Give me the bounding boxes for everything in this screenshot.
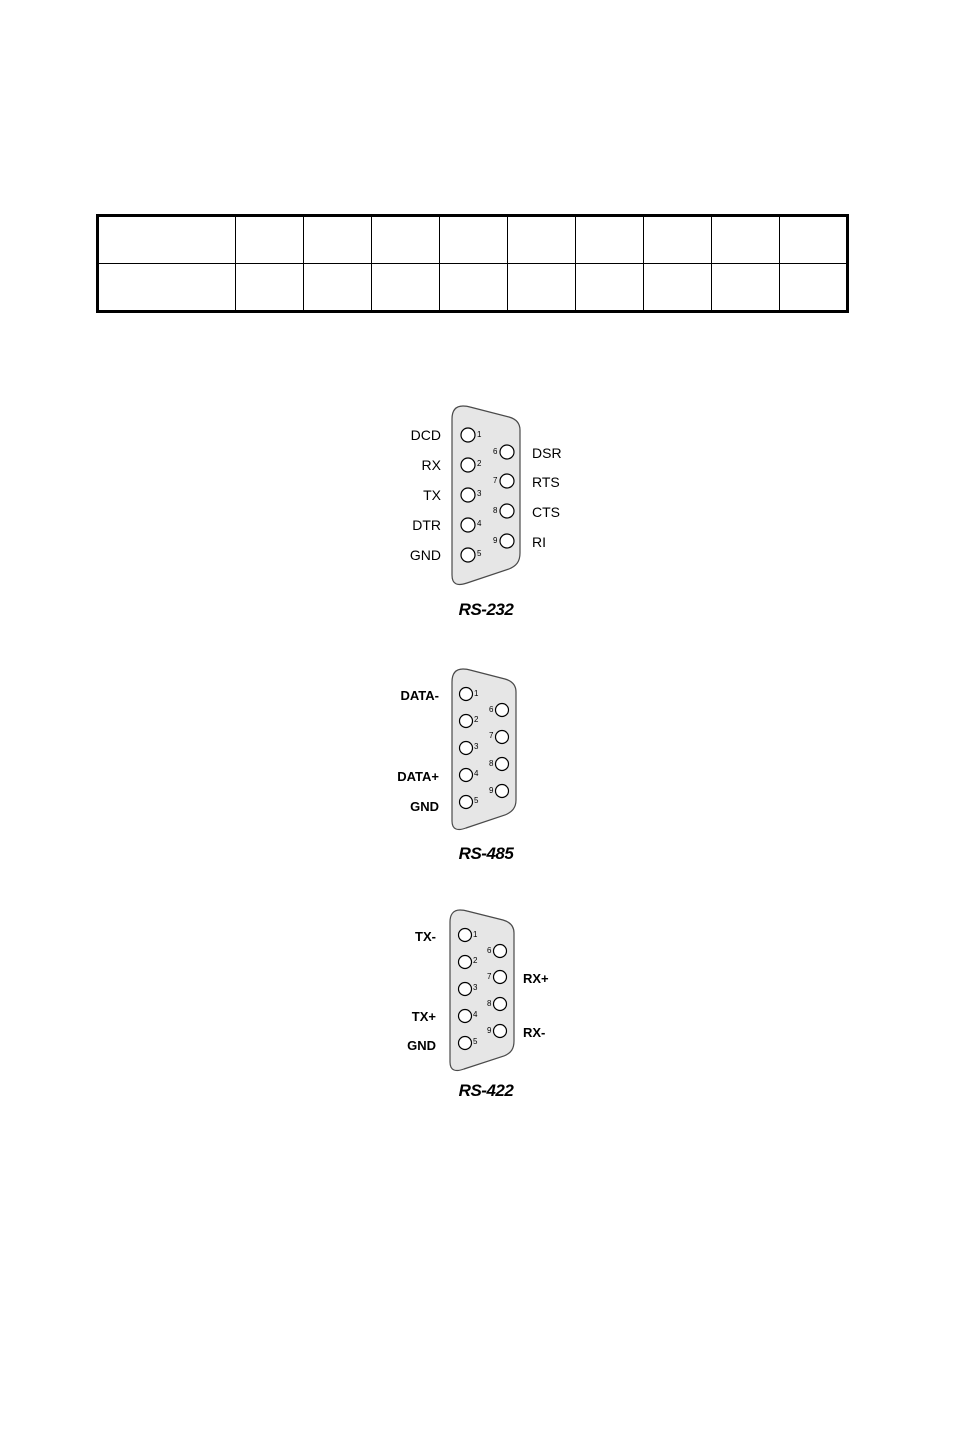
rs232-signal-label: DSR (532, 445, 562, 461)
rs232-connector (410, 406, 562, 619)
rs422-pin-number: 6 (487, 946, 492, 955)
rs232-pin-8 (500, 504, 514, 518)
rs232-pin-9 (500, 534, 514, 548)
rs422-pin-number: 9 (487, 1026, 492, 1035)
rs232-pin-1 (461, 428, 475, 442)
rs485-pin-9 (496, 785, 509, 798)
rs422-pin-number: 1 (473, 930, 478, 939)
rs232-signal-label: RI (532, 534, 546, 550)
rs485-pin-3 (460, 742, 473, 755)
rs422-signal-label: RX+ (523, 971, 549, 986)
rs485-signal-label: GND (410, 799, 439, 814)
rs422-pin-6 (494, 945, 507, 958)
rs422-signal-label: TX+ (411, 1009, 436, 1024)
rs422-pin-number: 3 (473, 983, 478, 992)
rs422-pin-5 (459, 1037, 472, 1050)
rs232-pin-5 (461, 548, 475, 562)
rs485-pin-number: 2 (474, 715, 479, 724)
rs232-pin-number: 8 (493, 506, 498, 515)
rs485-pin-number: 3 (474, 742, 479, 751)
rs422-pin-9 (494, 1025, 507, 1038)
rs485-pin-8 (496, 758, 509, 771)
rs485-pin-number: 4 (474, 769, 479, 778)
rs485-pin-2 (460, 715, 473, 728)
rs422-connector (407, 910, 549, 1100)
rs485-pin-number: 7 (489, 731, 494, 740)
rs422-pin-number: 8 (487, 999, 492, 1008)
rs485-pin-number: 5 (474, 796, 479, 805)
rs232-pin-number: 5 (477, 549, 482, 558)
rs232-signal-label: RTS (532, 474, 560, 490)
rs232-title: RS-232 (458, 600, 514, 619)
rs232-pin-number: 6 (493, 447, 498, 456)
rs232-pin-2 (461, 458, 475, 472)
rs485-pin-number: 9 (489, 786, 494, 795)
rs485-pin-1 (460, 688, 473, 701)
rs232-pin-number: 1 (477, 430, 482, 439)
rs485-pin-number: 6 (489, 705, 494, 714)
rs422-pin-7 (494, 971, 507, 984)
rs422-pin-3 (459, 983, 472, 996)
rs232-signal-label: RX (421, 457, 441, 473)
rs232-pin-7 (500, 474, 514, 488)
rs485-title: RS-485 (458, 844, 514, 863)
rs485-pin-4 (460, 769, 473, 782)
rs485-connector (397, 669, 516, 863)
rs422-pin-4 (459, 1010, 472, 1023)
rs232-pin-number: 9 (493, 536, 498, 545)
rs232-pin-3 (461, 488, 475, 502)
rs232-pin-4 (461, 518, 475, 532)
rs232-signal-label: CTS (532, 504, 560, 520)
rs422-pin-number: 7 (487, 972, 492, 981)
rs422-pin-1 (459, 929, 472, 942)
rs422-pin-8 (494, 998, 507, 1011)
rs422-pin-number: 4 (473, 1010, 478, 1019)
rs485-pin-7 (496, 731, 509, 744)
rs422-pin-2 (459, 956, 472, 969)
rs485-pin-5 (460, 796, 473, 809)
rs485-pin-number: 1 (474, 689, 479, 698)
rs232-pin-number: 7 (493, 476, 498, 485)
rs485-signal-label: DATA- (400, 688, 439, 703)
rs232-pin-number: 3 (477, 489, 482, 498)
rs422-pin-number: 5 (473, 1037, 478, 1046)
rs232-signal-label: DCD (410, 427, 441, 443)
rs232-pin-number: 4 (477, 519, 482, 528)
rs485-pin-number: 8 (489, 759, 494, 768)
rs232-pin-6 (500, 445, 514, 459)
rs422-signal-label: RX- (523, 1025, 546, 1040)
rs485-signal-label: DATA+ (397, 769, 439, 784)
rs485-pin-6 (496, 704, 509, 717)
rs422-title: RS-422 (458, 1081, 514, 1100)
rs232-signal-label: GND (409, 547, 441, 563)
rs232-pin-number: 2 (477, 459, 482, 468)
rs232-signal-label: TX (423, 487, 441, 503)
rs422-signal-label: GND (407, 1038, 436, 1053)
rs422-pin-number: 2 (473, 956, 478, 965)
rs232-signal-label: DTR (412, 517, 441, 533)
rs422-signal-label: TX- (415, 929, 436, 944)
